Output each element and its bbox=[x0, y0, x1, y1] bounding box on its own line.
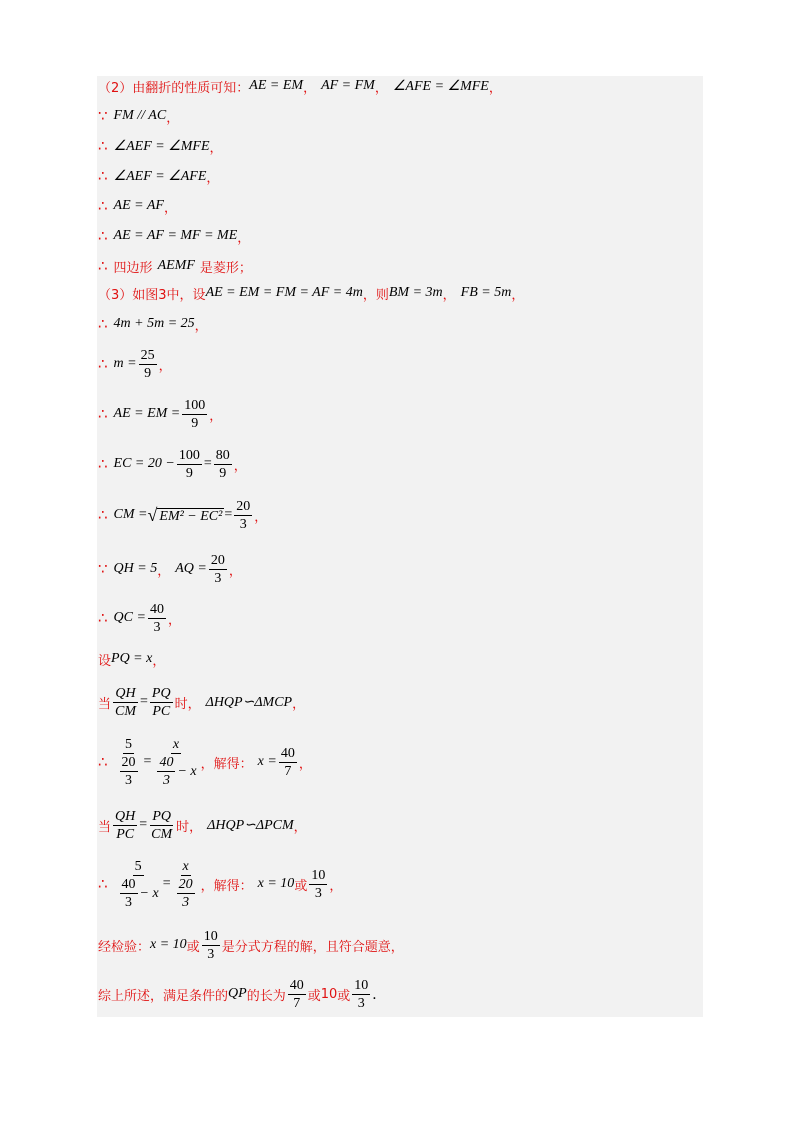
part3-eq2 bbox=[98, 853, 342, 915]
equation: ∠AEF = ∠MFE bbox=[113, 138, 210, 154]
equation: x = 10 bbox=[257, 876, 295, 891]
denominator: 3 bbox=[314, 885, 322, 901]
equals: = bbox=[139, 817, 148, 832]
comma: ， bbox=[228, 563, 242, 579]
numerator: 10 bbox=[203, 928, 218, 944]
fraction bbox=[182, 398, 207, 431]
fraction bbox=[113, 686, 138, 719]
numerator: 20 bbox=[178, 876, 193, 892]
numerator: 100 bbox=[178, 447, 200, 463]
fraction bbox=[209, 553, 227, 586]
numerator: 40 bbox=[159, 754, 174, 770]
fraction bbox=[177, 448, 202, 481]
denominator: 3 bbox=[182, 894, 190, 910]
comma: ， bbox=[442, 287, 456, 303]
text: 或 bbox=[294, 878, 308, 894]
comma: ， bbox=[292, 696, 306, 712]
part3-line4 bbox=[98, 394, 222, 434]
text: 当 bbox=[98, 696, 112, 712]
text: 如图3中，设 bbox=[132, 287, 206, 303]
equation-lhs: CM = bbox=[113, 507, 148, 522]
equation-lhs: x = bbox=[257, 754, 277, 769]
denominator: 3 bbox=[239, 516, 247, 532]
denominator: 3 bbox=[153, 619, 161, 635]
part2-line5 bbox=[98, 192, 177, 220]
equation-lhs: AE = EM = bbox=[113, 406, 181, 421]
part2-line7 bbox=[98, 252, 252, 280]
comma: ， bbox=[329, 878, 343, 894]
number: 10 bbox=[320, 986, 338, 1002]
text: 的长为 bbox=[246, 988, 286, 1004]
equals: = bbox=[140, 694, 148, 709]
equation: FM // AC bbox=[113, 108, 167, 123]
numerator: 5 bbox=[134, 858, 142, 874]
therefore-symbol: ∴ bbox=[98, 167, 108, 185]
denominator: 9 bbox=[185, 465, 193, 481]
denominator: 3 bbox=[357, 995, 365, 1011]
therefore-symbol: ∴ bbox=[98, 137, 108, 155]
equation: QH = 5 bbox=[113, 561, 158, 576]
text: ，则 bbox=[362, 287, 389, 303]
equation: PQ = x bbox=[111, 651, 153, 666]
comma: ， bbox=[237, 230, 251, 246]
comma: ， bbox=[254, 509, 268, 525]
equation: AE = AF = MF = ME bbox=[113, 228, 238, 243]
denominator bbox=[116, 876, 161, 910]
comma: ， bbox=[158, 358, 172, 374]
part3-line7 bbox=[98, 549, 242, 589]
equation: ∠AFE = ∠MFE bbox=[392, 78, 489, 94]
comma: ， bbox=[374, 80, 388, 96]
denominator: 7 bbox=[284, 763, 292, 779]
text: 或 bbox=[186, 939, 200, 955]
text: 时， bbox=[174, 696, 201, 712]
because-symbol: ∵ bbox=[98, 560, 108, 578]
equals: = bbox=[143, 754, 152, 769]
therefore-symbol: ∴ bbox=[98, 257, 108, 275]
equation: AF = FM bbox=[321, 78, 375, 93]
denominator bbox=[153, 754, 198, 788]
fraction bbox=[234, 499, 252, 532]
period: ． bbox=[372, 988, 387, 1003]
part3-eq1 bbox=[98, 731, 312, 793]
numerator: 25 bbox=[140, 347, 155, 363]
radicand: EM² − EC² bbox=[159, 508, 223, 524]
therefore-symbol: ∴ bbox=[98, 355, 108, 373]
equation-lhs: QC = bbox=[113, 610, 146, 625]
shape-name: AEMF bbox=[157, 258, 195, 273]
numerator: 20 bbox=[121, 754, 136, 770]
fraction bbox=[279, 746, 297, 779]
equation: AE = EM = FM = AF = 4m bbox=[205, 285, 363, 300]
denominator: 9 bbox=[144, 365, 152, 381]
numerator: 40 bbox=[149, 601, 164, 617]
equals: = bbox=[203, 456, 212, 471]
equation-lhs: m = bbox=[113, 356, 137, 371]
therefore-symbol: ∴ bbox=[98, 405, 108, 423]
equation: AE = AF bbox=[113, 198, 164, 213]
numerator: 20 bbox=[236, 498, 251, 514]
fraction bbox=[352, 978, 370, 1011]
comma: ， bbox=[511, 287, 525, 303]
text: 经检验： bbox=[98, 939, 151, 955]
part3-line5 bbox=[98, 444, 247, 484]
therefore-symbol: ∴ bbox=[98, 455, 108, 473]
numerator: QH bbox=[115, 685, 136, 701]
compound-fraction bbox=[116, 737, 142, 788]
text: ，解得： bbox=[200, 756, 253, 772]
text: 综上所述，满足条件的 bbox=[98, 988, 229, 1004]
comma: ， bbox=[209, 408, 223, 424]
denominator: PC bbox=[152, 703, 171, 719]
text: 由翻折的性质可知： bbox=[132, 80, 250, 96]
comma: ， bbox=[157, 563, 171, 579]
denominator bbox=[116, 754, 142, 788]
text: 时， bbox=[176, 819, 203, 835]
equation-lhs: EC = 20 − bbox=[113, 456, 175, 471]
equation: ∠AEF = ∠AFE bbox=[113, 168, 207, 184]
comma: ， bbox=[206, 170, 220, 186]
numerator: 40 bbox=[280, 745, 295, 761]
denominator: 3 bbox=[162, 772, 170, 788]
comma: ， bbox=[298, 756, 312, 772]
therefore-symbol: ∴ bbox=[98, 609, 108, 627]
comma: ， bbox=[167, 612, 181, 628]
compound-fraction bbox=[153, 737, 198, 788]
because-symbol: ∵ bbox=[98, 107, 108, 125]
numerator: 10 bbox=[354, 977, 369, 993]
part3-line8 bbox=[98, 598, 181, 638]
denominator: PC bbox=[116, 826, 135, 842]
comma: ， bbox=[293, 819, 307, 835]
equals: = bbox=[224, 507, 233, 522]
equation: BM = 3m bbox=[388, 285, 443, 300]
comma: ， bbox=[303, 80, 317, 96]
numerator: PQ bbox=[151, 685, 171, 701]
part-label: （2） bbox=[98, 80, 133, 96]
text: 或 bbox=[307, 988, 321, 1004]
text: 是分式方程的解，且符合题意， bbox=[221, 939, 404, 955]
text: 四边形 bbox=[113, 260, 153, 276]
denominator: 3 bbox=[214, 570, 222, 586]
numerator: 5 bbox=[125, 736, 133, 752]
fraction bbox=[120, 755, 138, 788]
numerator: 80 bbox=[215, 447, 230, 463]
compound-fraction bbox=[173, 859, 199, 910]
part2-line4 bbox=[98, 162, 219, 190]
denominator: 3 bbox=[207, 946, 215, 962]
equation: 4m + 5m = 25 bbox=[113, 316, 195, 331]
numerator: 40 bbox=[289, 977, 304, 993]
text: ，解得： bbox=[200, 878, 253, 894]
part3-check bbox=[98, 925, 404, 965]
therefore-symbol: ∴ bbox=[98, 227, 108, 245]
similarity: ΔHQP∽ΔPCM bbox=[207, 817, 294, 833]
equation: AE = EM bbox=[249, 78, 304, 93]
part3-case1 bbox=[98, 680, 305, 724]
text: 或 bbox=[337, 988, 351, 1004]
denominator: 7 bbox=[293, 995, 301, 1011]
comma: ， bbox=[233, 458, 247, 474]
text: 当 bbox=[98, 819, 112, 835]
fraction bbox=[149, 809, 174, 842]
therefore-symbol: ∴ bbox=[98, 875, 108, 893]
comma: ， bbox=[488, 80, 502, 96]
numerator: 10 bbox=[311, 867, 326, 883]
comma: ， bbox=[209, 140, 223, 156]
fraction bbox=[157, 755, 175, 788]
fraction bbox=[309, 868, 327, 901]
numerator: PQ bbox=[152, 808, 171, 824]
denominator: CM bbox=[115, 703, 137, 719]
radical-sign: √ bbox=[147, 504, 158, 525]
denominator: 3 bbox=[125, 772, 133, 788]
denominator: 9 bbox=[219, 465, 227, 481]
fraction bbox=[113, 809, 137, 842]
square-root bbox=[148, 505, 225, 526]
therefore-symbol: ∴ bbox=[98, 197, 108, 215]
fraction bbox=[177, 877, 195, 910]
part3-line2 bbox=[98, 310, 208, 338]
equation-lhs: AQ = bbox=[175, 561, 207, 576]
term: − x bbox=[139, 885, 159, 901]
equals: = bbox=[162, 876, 171, 891]
therefore-symbol: ∴ bbox=[98, 315, 108, 333]
text: 设 bbox=[98, 653, 112, 669]
comma: ， bbox=[194, 318, 208, 334]
part2-line6 bbox=[98, 222, 250, 250]
numerator: 40 bbox=[121, 876, 136, 892]
numerator: x bbox=[172, 736, 180, 752]
fraction bbox=[120, 877, 138, 910]
part3-line1 bbox=[98, 279, 524, 307]
part2-line2 bbox=[98, 102, 179, 130]
part-label: （3） bbox=[98, 287, 133, 303]
part3-line3 bbox=[98, 344, 172, 384]
compound-fraction bbox=[116, 859, 161, 910]
numerator: QH bbox=[115, 808, 136, 824]
part3-case2 bbox=[98, 803, 307, 847]
segment-name: QP bbox=[228, 986, 247, 1001]
term: − x bbox=[177, 763, 197, 779]
fraction bbox=[202, 929, 220, 962]
therefore-symbol: ∴ bbox=[98, 506, 108, 524]
fraction bbox=[150, 686, 173, 719]
denominator: 9 bbox=[191, 415, 199, 431]
therefore-symbol: ∴ bbox=[98, 753, 108, 771]
fraction bbox=[214, 448, 232, 481]
denominator bbox=[173, 876, 199, 910]
comma: ， bbox=[152, 653, 166, 669]
part2-line3 bbox=[98, 132, 223, 160]
part2-line1 bbox=[98, 72, 502, 100]
part3-line9 bbox=[98, 645, 165, 673]
equation: FB = 5m bbox=[460, 285, 512, 300]
comma: ， bbox=[166, 110, 180, 126]
fraction bbox=[288, 978, 306, 1011]
denominator: 3 bbox=[125, 894, 133, 910]
part3-line6 bbox=[98, 495, 267, 535]
numerator: 100 bbox=[184, 397, 206, 413]
equation: x = 10 bbox=[150, 937, 187, 952]
fraction bbox=[148, 602, 166, 635]
part3-conclusion bbox=[98, 974, 386, 1014]
numerator: x bbox=[182, 858, 189, 874]
numerator: 20 bbox=[210, 552, 225, 568]
similarity: ΔHQP∽ΔMCP bbox=[205, 694, 293, 710]
text: 是菱形； bbox=[199, 260, 252, 276]
fraction bbox=[139, 348, 157, 381]
denominator: CM bbox=[151, 826, 173, 842]
comma: ， bbox=[163, 200, 177, 216]
